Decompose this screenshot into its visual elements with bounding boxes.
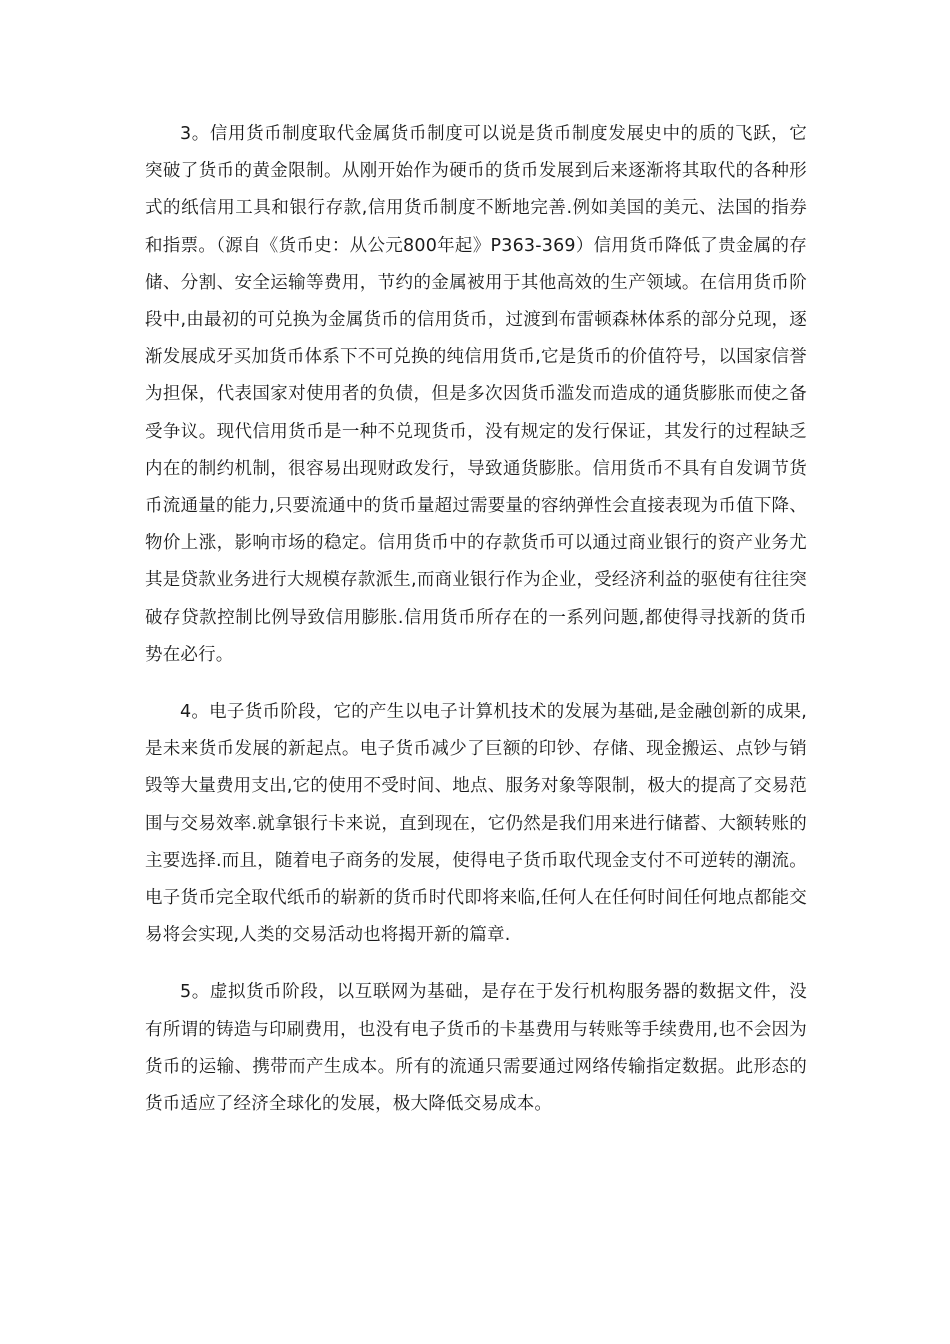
document-body [145,116,807,1123]
paragraph-5-virtual-currency: 5。虚拟货币阶段，以互联网为基础，是存在于发行机构服务器的数据文件，没有所谓的铸造与印刷费用，也没有电子货币的卡基费用与转账等手续费用,也不会因为货币的运输、携带而产生成本。所有的流通只需要通过网络传输指定数据。此形态的货币适应了经济全球化的发展，极大降低交易成本。 [145,982,807,1115]
paragraph-3-credit-currency: 3。信用货币制度取代金属货币制度可以说是货币制度发展史中的质的飞跃，它突破了货币的黄金限制。从刚开始作为硬币的货币发展到后来逐渐将其取代的各种形式的纸信用工具和银行存款,信用货币制度不断地完善.例如美国的美元、法国的指券和指票。（源自《货币史：从公元800年起》P363-369）信用货币降低了贵金属的存储、分割、安全运输等费用，节约的金属被用于其他高效的生产领域。在信用货币阶段中,由最初的可兑换为金属货币的信用货币，过渡到布雷顿森林体系的部分兑现，逐渐发展成牙买加货币体系下不可兑换的纯信用货币,它是货币的价值符号，以国家信誉为担保，代表国家对使用者的负债，但是多次因货币滥发而造成的通货膨胀而使之备受争议。现代信用货币是一种不兑现货币，没有规定的发行保证，其发行的过程缺乏内在的制约机制，很容易出现财政发行，导致通货膨胀。信用货币不具有自发调节货币流通量的能力,只要流通中的货币量超过需要量的容纳弹性会直接表现为币值下降、物价上涨，影响市场的稳定。信用货币中的存款货币可以通过商业银行的资产业务尤其是贷款业务进行大规模存款派生,而商业银行作为企业，受经济利益的驱使有往往突破存贷款控制比例导致信用膨胀.信用货币所存在的一系列问题,都使得寻找新的货币势在必行。 [145,124,807,665]
paragraph-4-electronic-currency: 4。电子货币阶段，它的产生以电子计算机技术的发展为基础,是金融创新的成果,是未来货币发展的新起点。电子货币减少了巨额的印钞、存储、现金搬运、点钞与销毁等大量费用支出,它的使用不受时间、地点、服务对象等限制，极大的提高了交易范围与交易效率.就拿银行卡来说，直到现在，它仍然是我们用来进行储蓄、大额转账的主要选择.而且，随着电子商务的发展，使得电子货币取代现金支付不可逆转的潮流。电子货币完全取代纸币的崭新的货币时代即将来临,任何人在任何时间任何地点都能交易将会实现,人类的交易活动也将揭开新的篇章. [145,702,807,946]
